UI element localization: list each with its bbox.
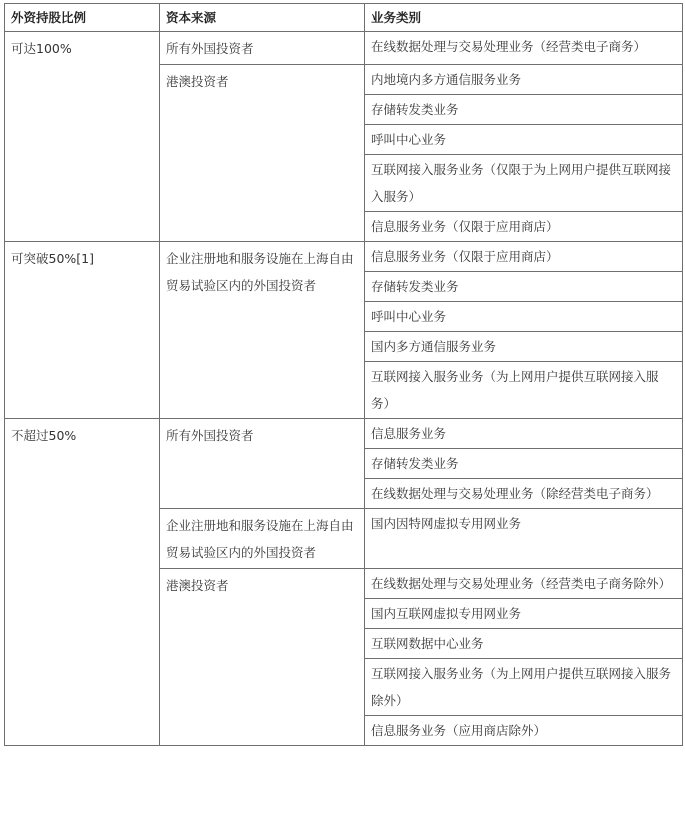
business-category-cell: 存储转发类业务 xyxy=(365,95,683,125)
foreign-ownership-table xyxy=(4,3,683,746)
business-category-cell: 在线数据处理与交易处理业务（经营类电子商务除外） xyxy=(365,569,683,599)
ownership-ratio-cell: 可达100% xyxy=(5,32,160,242)
capital-source-cell: 港澳投资者 xyxy=(160,65,365,242)
business-category-cell: 互联网接入服务业务（为上网用户提供互联网接入服务除外） xyxy=(365,659,683,716)
header-business-category: 业务类别 xyxy=(365,4,683,32)
table-row xyxy=(5,32,683,65)
capital-source-cell: 所有外国投资者 xyxy=(160,419,365,509)
business-category-cell: 呼叫中心业务 xyxy=(365,125,683,155)
business-category-cell: 存储转发类业务 xyxy=(365,272,683,302)
business-category-cell: 信息服务业务（仅限于应用商店） xyxy=(365,242,683,272)
header-ownership-ratio: 外资持股比例 xyxy=(5,4,160,32)
business-category-cell: 呼叫中心业务 xyxy=(365,302,683,332)
ownership-ratio-cell: 可突破50%[1] xyxy=(5,242,160,419)
table-row xyxy=(5,242,683,272)
business-category-cell: 信息服务业务 xyxy=(365,419,683,449)
business-category-cell: 信息服务业务（仅限于应用商店） xyxy=(365,212,683,242)
business-category-cell: 国内多方通信服务业务 xyxy=(365,332,683,362)
table-row xyxy=(5,419,683,449)
header-row xyxy=(5,4,683,32)
business-category-cell: 在线数据处理与交易处理业务（除经营类电子商务） xyxy=(365,479,683,509)
business-category-cell: 内地境内多方通信服务业务 xyxy=(365,65,683,95)
ownership-ratio-cell: 不超过50% xyxy=(5,419,160,746)
capital-source-cell: 企业注册地和服务设施在上海自由贸易试验区内的外国投资者 xyxy=(160,509,365,569)
business-category-cell: 互联网数据中心业务 xyxy=(365,629,683,659)
business-category-cell: 存储转发类业务 xyxy=(365,449,683,479)
business-category-cell: 国内因特网虚拟专用网业务 xyxy=(365,509,683,569)
capital-source-cell: 所有外国投资者 xyxy=(160,32,365,65)
capital-source-cell: 港澳投资者 xyxy=(160,569,365,746)
business-category-cell: 在线数据处理与交易处理业务（经营类电子商务） xyxy=(365,32,683,65)
header-capital-source: 资本来源 xyxy=(160,4,365,32)
business-category-cell: 互联网接入服务业务（仅限于为上网用户提供互联网接入服务） xyxy=(365,155,683,212)
business-category-cell: 互联网接入服务业务（为上网用户提供互联网接入服务） xyxy=(365,362,683,419)
business-category-cell: 国内互联网虚拟专用网业务 xyxy=(365,599,683,629)
capital-source-cell: 企业注册地和服务设施在上海自由贸易试验区内的外国投资者 xyxy=(160,242,365,419)
business-category-cell: 信息服务业务（应用商店除外） xyxy=(365,716,683,746)
